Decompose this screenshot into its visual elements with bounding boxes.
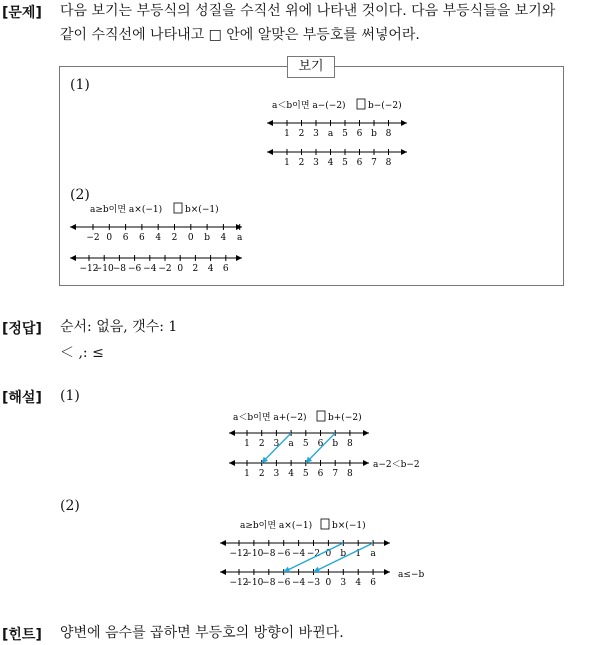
- explanation-label: [해설]: [2, 390, 42, 406]
- axis-tick-label: 4: [355, 578, 362, 588]
- axis-tick-label: 3: [273, 469, 280, 479]
- axis-tick-label: −10: [244, 578, 264, 588]
- explanation-part2-number-line-1: [220, 540, 390, 559]
- problem-line-2: 같이 수직선에 나타내고 □ 안에 알맞은 부등호를 써넣어라.: [60, 27, 420, 43]
- axis-arrow-left: [220, 540, 226, 546]
- axis-tick-label: 0: [106, 233, 113, 243]
- axis-tick-label: 0: [325, 578, 332, 588]
- axis-tick-label: 3: [313, 129, 319, 139]
- axis-tick-label: 3: [313, 158, 319, 168]
- axis-tick-label: 5: [302, 469, 309, 479]
- explanation-part2-note: a≤−b: [398, 570, 425, 580]
- explanation-part2-answer-box: [321, 519, 329, 529]
- axis-tick-label: −3: [306, 578, 321, 588]
- axis-tick-label: 2: [171, 233, 178, 243]
- axis-tick-label: 4: [327, 158, 334, 168]
- axis-tick-label: 1: [244, 439, 250, 449]
- axis-tick-label: −6: [277, 578, 291, 588]
- example-box-title: 보기: [287, 56, 335, 78]
- explanation-part2-condition: a≥b이면 a×(−1): [240, 521, 313, 531]
- axis-tick-label: 5: [342, 129, 348, 139]
- example-part2-right-expression: b×(−1): [185, 205, 219, 215]
- axis-tick-label: 0: [187, 233, 194, 243]
- answer-label: [정답]: [2, 321, 42, 337]
- axis-tick-label: −4: [291, 578, 306, 588]
- axis-tick-label: −12: [79, 264, 99, 274]
- axis-tick-label: −2: [86, 233, 100, 243]
- axis-tick-label: −2: [158, 264, 172, 274]
- axis-tick-label: 0: [325, 549, 332, 559]
- explanation-part2-number-line-2: [220, 569, 390, 588]
- axis-tick-label: 8: [347, 439, 353, 449]
- answer-line-2: ＜ ,: ≤: [60, 345, 104, 361]
- axis-tick-label: 4: [220, 233, 227, 243]
- axis-tick-label: 6: [370, 578, 376, 588]
- axis-tick-label: 1: [284, 158, 290, 168]
- axis-arrow-right: [384, 540, 390, 546]
- axis-tick-label: 7: [332, 469, 339, 479]
- axis-tick-label: −8: [262, 578, 276, 588]
- problem-line-1: 다음 보기는 부등식의 성질을 수직선 위에 나타낸 것이다. 다음 부등식들을 보기와: [60, 3, 556, 19]
- explanation-part1-right-expression: b+(−2): [328, 413, 362, 423]
- axis-arrow-left: [220, 569, 226, 575]
- axis-tick-label: 6: [356, 158, 363, 168]
- axis-tick-label: −6: [127, 264, 142, 274]
- axis-arrow-right: [384, 569, 390, 575]
- axis-tick-label: a: [370, 549, 376, 559]
- axis-tick-label: b: [204, 233, 210, 243]
- explanation-part2-right-expression: b×(−1): [332, 521, 366, 531]
- axis-tick-label: a: [327, 129, 334, 139]
- axis-tick-label: 5: [342, 158, 348, 168]
- axis-tick-label: 2: [298, 158, 305, 168]
- axis-tick-label: 2: [258, 439, 265, 449]
- example-part2-number: (2): [70, 187, 90, 203]
- axis-tick-label: 4: [288, 469, 294, 479]
- axis-tick-label: a: [288, 439, 294, 449]
- axis-tick-label: −12: [229, 549, 249, 559]
- axis-tick-label: 1: [355, 549, 362, 559]
- axis-tick-label: −4: [291, 549, 306, 559]
- explanation-part1-note: a−2＜b−2: [373, 460, 420, 470]
- answer-line-1: 순서: 없음, 갯수: 1: [60, 319, 178, 335]
- axis-tick-label: 6: [139, 233, 145, 243]
- axis-tick-label: 6: [317, 469, 324, 479]
- axis-tick-label: 2: [192, 264, 199, 274]
- problem-label: [문제]: [2, 5, 42, 21]
- axis-tick-label: 0: [177, 264, 184, 274]
- explanation-part2-number: (2): [60, 498, 80, 514]
- example-part2-condition: a≥b이면 a×(−1): [90, 205, 163, 215]
- axis-tick-label: −8: [262, 549, 276, 559]
- axis-tick-label: 3: [340, 578, 347, 588]
- axis-tick-label: 4: [207, 264, 214, 274]
- hint-text: 양변에 음수를 곱하면 부등호의 방향이 바뀐다.: [60, 625, 344, 641]
- explanation-part1-condition: a＜b이면 a+(−2): [233, 413, 307, 423]
- axis-tick-label: b: [332, 439, 339, 449]
- axis-tick-label: −2: [306, 549, 321, 559]
- axis-tick-label: 5: [302, 439, 309, 449]
- axis-tick-label: a: [237, 233, 243, 243]
- axis-tick-label: 6: [222, 264, 229, 274]
- explanation-part1-number: (1): [60, 388, 80, 404]
- axis-tick-label: 8: [385, 129, 392, 139]
- axis-tick-label: −10: [244, 549, 264, 559]
- axis-tick-label: −12: [229, 578, 249, 588]
- axis-tick-label: 3: [273, 439, 280, 449]
- axis-tick-label: 8: [347, 469, 353, 479]
- axis-tick-label: 6: [317, 439, 324, 449]
- example-part1-condition: a＜b이면 a−(−2): [272, 101, 346, 111]
- axis-tick-label: 2: [298, 129, 305, 139]
- axis-tick-label: 8: [385, 158, 392, 168]
- axis-tick-label: 6: [122, 233, 129, 243]
- axis-tick-label: b: [371, 129, 377, 139]
- axis-tick-label: −10: [94, 264, 114, 274]
- axis-tick-label: 1: [244, 469, 250, 479]
- axis-tick-label: −8: [112, 264, 127, 274]
- axis-tick-label: 4: [155, 233, 162, 243]
- shift-arrow: [314, 543, 374, 572]
- axis-tick-label: b: [340, 549, 347, 559]
- axis-tick-label: 6: [356, 129, 363, 139]
- example-part1-right-expression: b−(−2): [368, 101, 402, 111]
- axis-tick-label: 2: [258, 469, 265, 479]
- axis-tick-label: 1: [284, 129, 290, 139]
- axis-tick-label: −4: [143, 264, 157, 274]
- example-part1-number: (1): [70, 77, 90, 93]
- axis-tick-label: −6: [277, 549, 291, 559]
- axis-tick-label: 7: [371, 158, 377, 168]
- hint-label: [힌트]: [2, 627, 42, 643]
